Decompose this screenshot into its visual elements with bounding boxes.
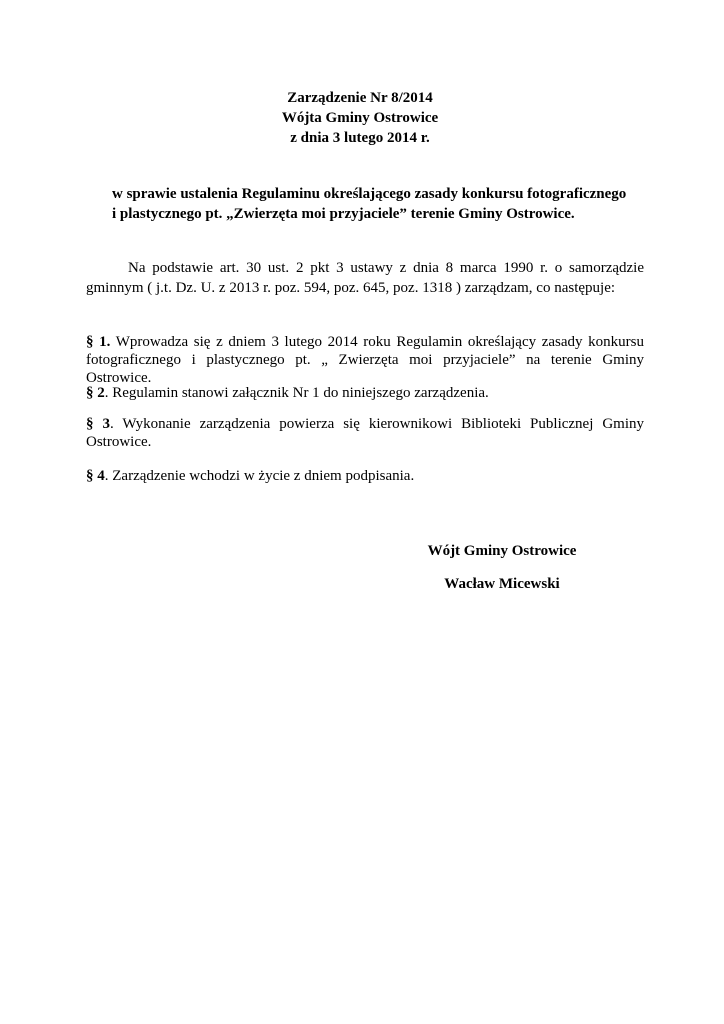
issuer: Wójta Gminy Ostrowice bbox=[281, 110, 439, 126]
signature-block bbox=[400, 542, 604, 593]
paragraph-2-text: . Regulamin stanowi załącznik Nr 1 do niniejszego zarządzenia. bbox=[104, 385, 489, 401]
ordinance-number: Zarządzenie Nr 8/2014 bbox=[287, 90, 433, 106]
paragraph-1-number: § 1. bbox=[86, 334, 111, 350]
paragraph-4-number: § 4 bbox=[86, 468, 105, 484]
paragraph-2-number: § 2 bbox=[86, 385, 105, 401]
document-subject bbox=[112, 184, 652, 224]
subject-line-2: i plastycznego pt. „Zwierzęta moi przyjaciele” terenie Gminy Ostrowice. bbox=[112, 206, 575, 222]
paragraph-3 bbox=[86, 415, 644, 451]
paragraph-3-text: . Wykonanie zarządzenia powierza się kierownikowi Biblioteki Publicznej Gminy Ostrowice. bbox=[86, 416, 644, 450]
paragraph-4 bbox=[86, 467, 644, 485]
paragraph-3-number: § 3 bbox=[86, 416, 110, 432]
ordinance-date: z dnia 3 lutego 2014 r. bbox=[290, 130, 430, 146]
paragraph-2 bbox=[86, 384, 644, 402]
document-header bbox=[250, 88, 470, 148]
signatory-name: Wacław Micewski bbox=[444, 576, 560, 592]
subject-line-1: w sprawie ustalenia Regulaminu określającego zasady konkursu fotograficznego bbox=[112, 186, 627, 202]
paragraph-1-text: Wprowadza się z dniem 3 lutego 2014 roku Regulamin określający zasady konkursu fotograficznego i plastycznego pt. „ Zwierzęta moi przyjaciele” na terenie Gminy Ostrowice. bbox=[86, 334, 644, 386]
legal-basis: Na podstawie art. 30 ust. 2 pkt 3 ustawy z dnia 8 marca 1990 r. o samorządzie gminnym ( j.t. Dz. U. z 2013 r. poz. 594, poz. 645, poz. 1318 ) zarządzam, co następuje: bbox=[86, 260, 644, 296]
paragraph-4-text: . Zarządzenie wchodzi w życie z dniem podpisania. bbox=[104, 468, 415, 484]
signatory-title: Wójt Gminy Ostrowice bbox=[427, 543, 577, 559]
paragraph-1 bbox=[86, 333, 644, 387]
